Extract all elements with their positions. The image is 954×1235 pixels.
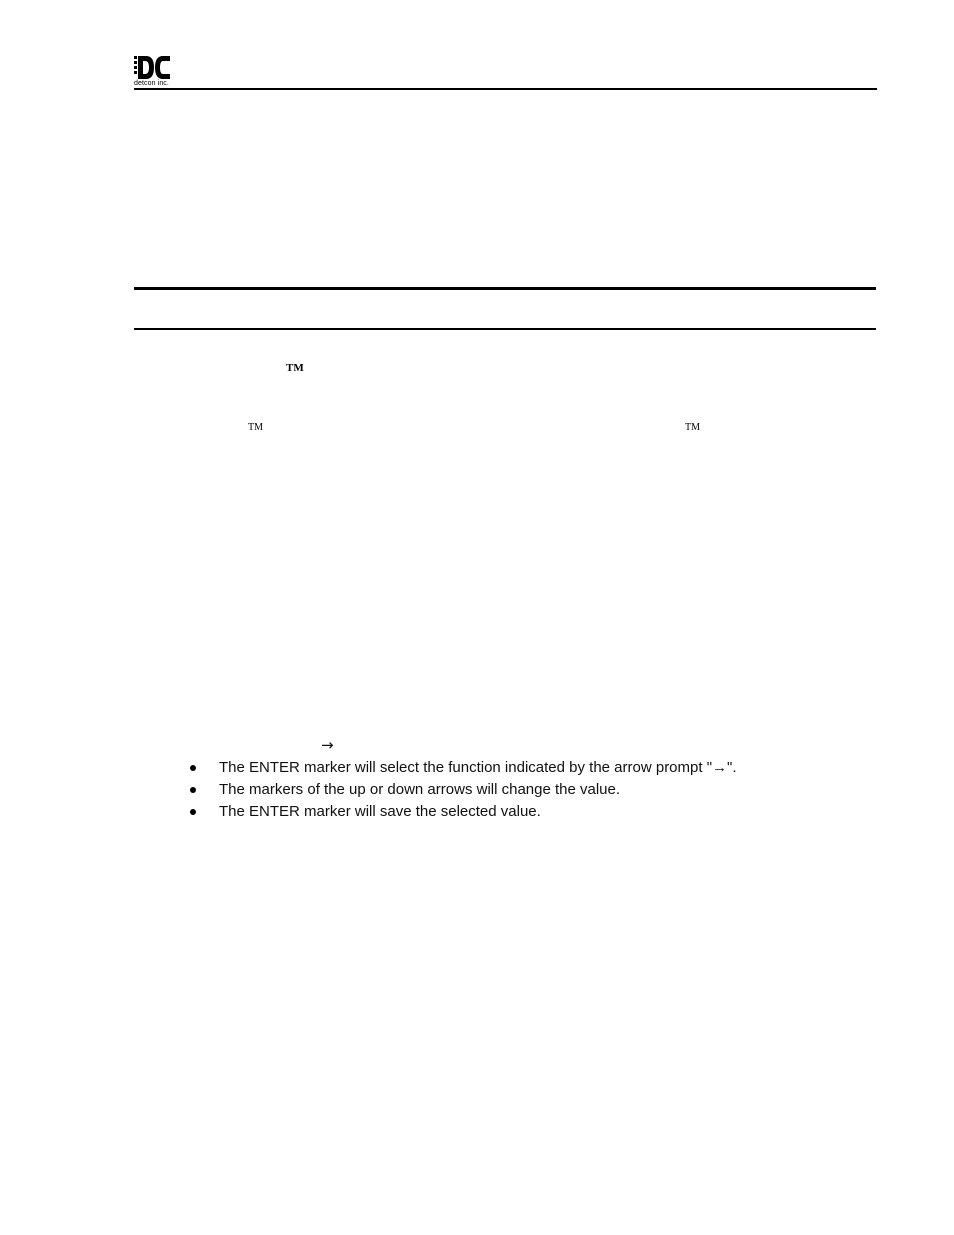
trademark-mark: TM — [685, 422, 700, 433]
list-item-text: The ENTER marker will save the selected value. — [219, 803, 541, 820]
logo-text: detcon inc. — [134, 80, 169, 87]
detcon-logo-icon — [134, 56, 174, 80]
list-item-text: The ENTER marker will select the function indicated by the arrow prompt "→". — [219, 759, 737, 776]
trademark-mark: TM — [286, 362, 304, 374]
bullet-icon — [190, 809, 196, 815]
bullet-icon — [190, 787, 196, 793]
header-rule — [134, 88, 877, 90]
arrow-prompt-icon: → — [321, 736, 334, 754]
section-rule-bottom — [134, 328, 876, 330]
detcon-logo — [134, 56, 174, 90]
section-rule-top — [134, 287, 876, 290]
trademark-mark: TM — [248, 422, 263, 433]
bullet-icon — [190, 765, 196, 771]
list-item-text: The markers of the up or down arrows will change the value. — [219, 781, 621, 798]
